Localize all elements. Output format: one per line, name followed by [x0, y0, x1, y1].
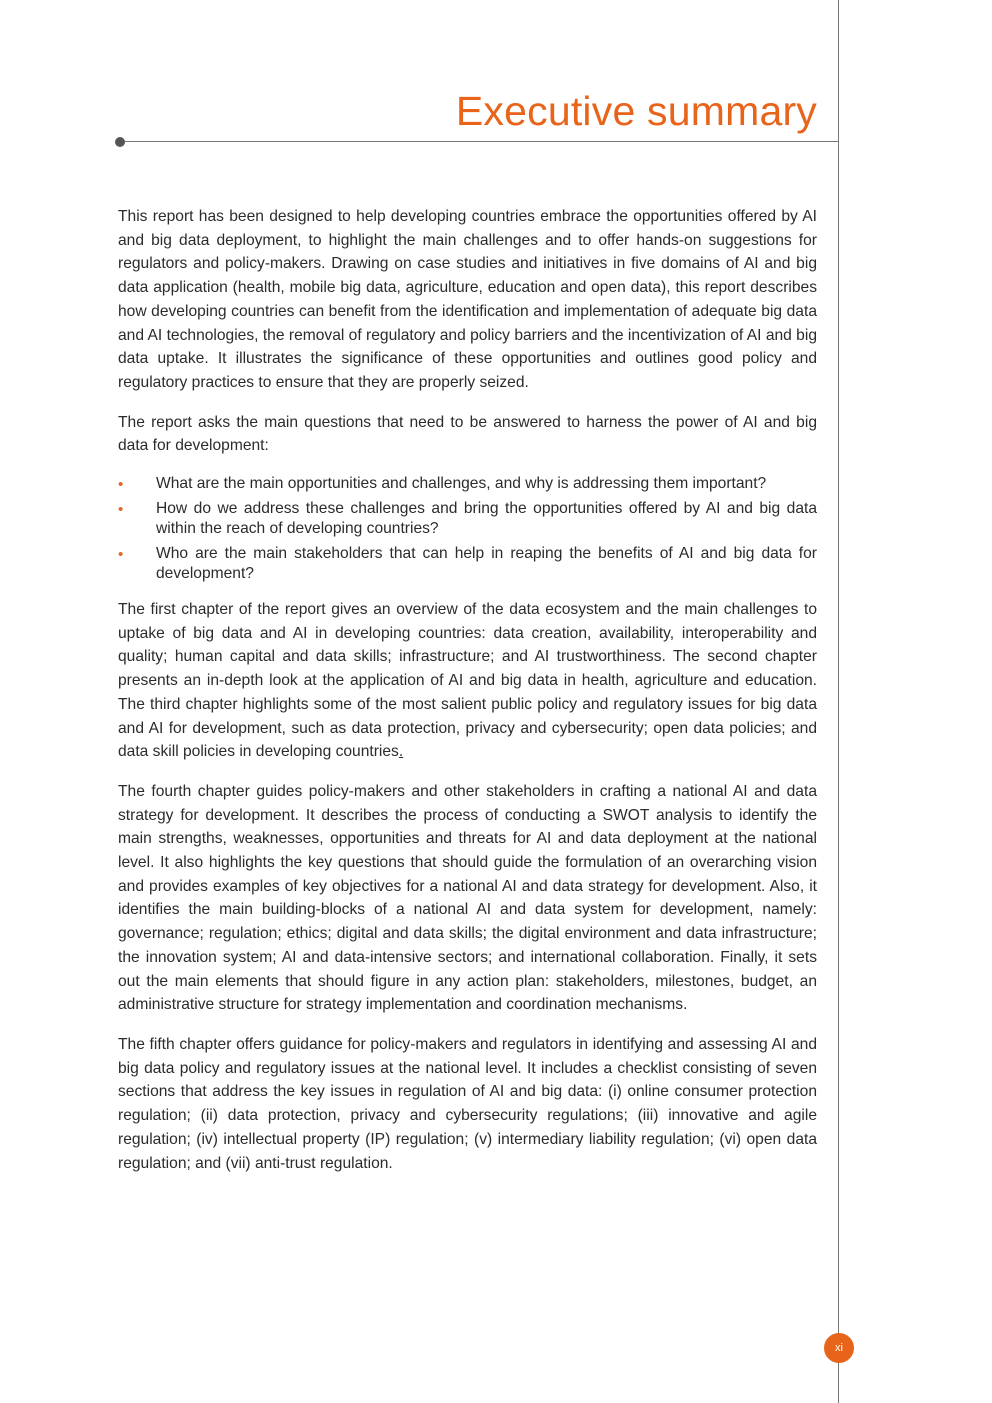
- paragraph-questions-lead: The report asks the main questions that need to be answered to harness the power of AI and big data for development:: [118, 413, 817, 455]
- bullet-icon: •: [118, 476, 124, 494]
- paragraph-intro: This report has been designed to help developing countries embrace the opportunities offered by AI and big data deployment, to highlight the main challenges and to offer hands-on suggestions for regulators and policy-makers. Drawing on case studies and initiatives in five domains of AI and big data application (health, mobile big data, agriculture, education and open data), this report describes how developing countries can benefit from the identification and implementation of adequate big data and AI technologies, the removal of regulatory and policy barriers and the incentivization of AI and big data uptake. It illustrates the significance of these opportunities and outlines good policy and regulatory practices to ensure that they are properly seized.: [118, 208, 817, 391]
- list-item: [118, 499, 817, 539]
- list-item: [118, 474, 817, 494]
- page-number-badge: xi: [824, 1333, 854, 1363]
- paragraph-chapter-4: The fourth chapter guides policy-makers and other stakeholders in crafting a national AI and data strategy for development. It describes the process of conducting a SWOT analysis to identify the main strengths, weaknesses, opportunities and threats for AI and data deployment at the national level. It also highlights the key questions that should guide the formulation of an overarching vision and provides examples of key objectives for a national AI and data strategy for development. Also, it identifies the main building-blocks of a national AI and data system for development, namely: governance; regulation; ethics; digital and data skills; the digital environment and data infrastructure; the innovation system; AI and data-intensive sectors; and international collaboration. Finally, it sets out the main elements that should figure in any action plan: stakeholders, milestones, budget, an administrative structure for strategy implementation and coordination mechanisms.: [118, 782, 817, 1014]
- right-vertical-rule: [838, 0, 839, 1403]
- page-title: Executive summary: [455, 88, 817, 134]
- summary-body: [118, 205, 817, 1191]
- list-item-text: How do we address these challenges and bring the opportunities offered by AI and big data within the reach of developing countries?: [156, 500, 817, 538]
- paragraph-chapter-5: The fifth chapter offers guidance for policy-makers and regulators in identifying and assessing AI and big data policy and regulatory issues at the national level. It includes a checklist consisting of seven sections that address the key issues in regulation of AI and big data: (i) online consumer protection regulation; (ii) data protection, privacy and cybersecurity regulations; (iii) innovative and agile regulation; (iv) intellectual property (IP) regulation; (v) intermediary liability regulation; (vi) open data regulation; and (vii) anti-trust regulation.: [118, 1035, 817, 1172]
- bullet-icon: •: [118, 501, 124, 519]
- list-item-text: What are the main opportunities and challenges, and why is addressing them important?: [156, 475, 767, 493]
- paragraph-chapters-1-3-text: The first chapter of the report gives an overview of the data ecosystem and the main challenges to uptake of big data and AI in developing countries: data creation, availability, interoperability and quality; human capital and data skills; infrastructure; and AI trustworthiness. The second chapter presents an in-depth look at the application of AI and big data in health, agriculture and education. The third chapter highlights some of the most salient public policy and regulatory issues for big data and AI for development, such as data protection, privacy and cybersecurity; open data policies; and data skill policies in developing countries: [118, 601, 817, 761]
- bullet-icon: •: [118, 546, 124, 564]
- underlined-period: .: [398, 743, 404, 761]
- title-underline-rule: [120, 141, 839, 142]
- list-item-text: Who are the main stakeholders that can help in reaping the benefits of AI and big data for development?: [156, 545, 817, 583]
- rule-end-dot: [115, 137, 125, 147]
- list-item: [118, 544, 817, 584]
- questions-list: [118, 474, 817, 584]
- paragraph-chapters-1-3: [118, 598, 817, 764]
